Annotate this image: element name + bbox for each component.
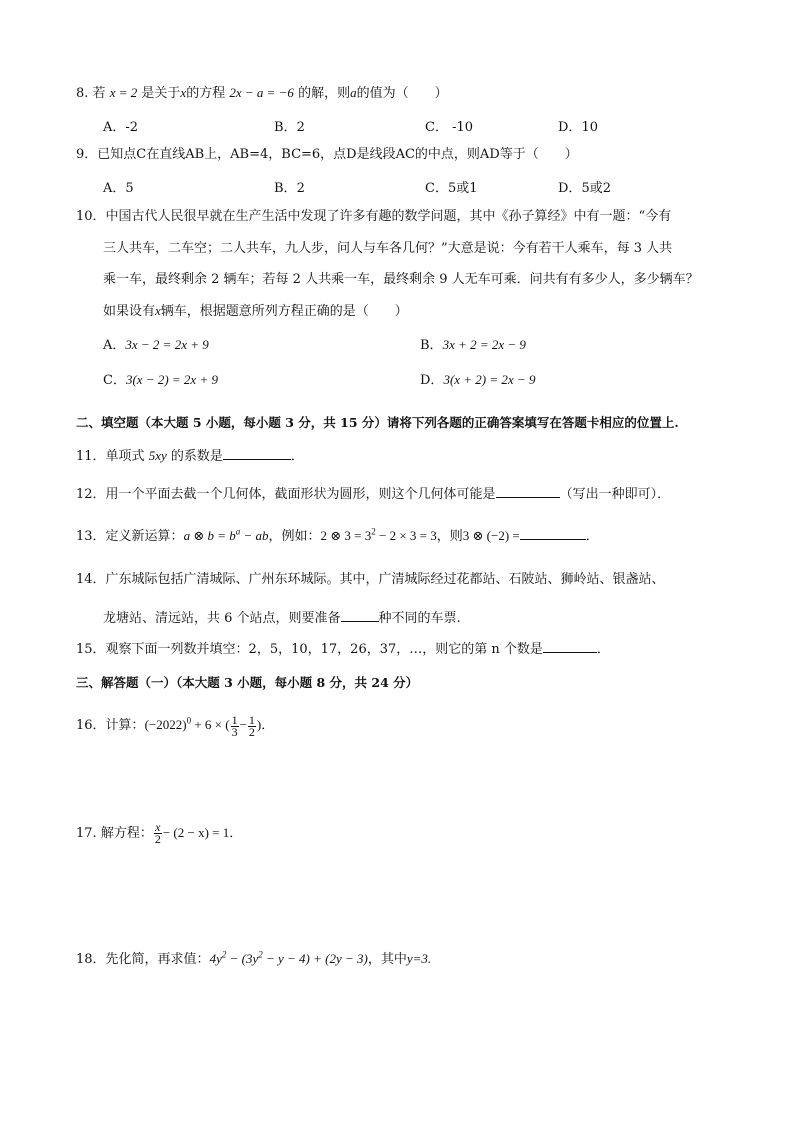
question-16: 16．计算：$(-2022)^0 + 6$ × ( $\frac{1}{3}$ − $\frac{1}{2}$ )． [76,712,275,739]
option-a: A．-2 [103,120,139,135]
option-b: B．2 [274,120,305,135]
question-14: 14．广东城际包括广清城际、广州东环城际。其中，广清城际经过花都站、石陂站、狮岭站、银盏站、 [76,572,665,587]
section-heading-fill-in: 二、填空题（本大题 5 小题，每小题 3 分，共 15 分）请将下列各题的正确答案填写在答题卡相应的位置上. [76,415,679,430]
question-14-line2: 龙塘站、清远站，共 6 个站点，则要准备 种不同的车票. [103,608,461,628]
question-13: 13．定义新运算：a ⊗ $b = b^a$ − ab，例如：2 ⊗ $3 = 3^2 - 2 \times 3 = 3$，则3 ⊗ (−2) = ． [76,526,599,544]
section-heading-solve: 三、解答题（一）（本大题 3 小题，每小题 8 分，共 24 分） [76,675,419,690]
math-expression: 2x − a = −6 [229,85,294,100]
answer-blank[interactable] [520,526,586,540]
option-c: C．5或1 [425,181,478,196]
math-expression: 3 ⊗ (−2) = [462,528,520,543]
question-text: 是关于 [141,86,181,101]
question-10-line4: 如果设有x辆车，根据题意所列方程正确的是（ ） [103,303,408,319]
option-b: B．3x + 2 = 2x − 9 [420,337,526,353]
option-d: D．10 [558,120,598,135]
math-expression: $4y^2 - (3y^2 - y - 4) + (2y - 3)$ [209,949,368,966]
question-text: 的值为（ ） [356,86,448,101]
math-variable: a [350,85,357,100]
question-10-line2: 三人共车，二车空；二人共车，九人步，问人与车各几何？”大意是说：今有若干人乘车，每 3 人共 [103,241,673,256]
question-18: 18．先化简，再求值：$4y^2 - (3y^2 - y - 4) + (2y - 3)$，其中y=3. [76,949,432,967]
question-text: 中国古代人民很早就在生产生活中发现了许多有趣的数学问题，其中《孙子算经》中有一题：“今有 [105,209,672,224]
question-number: 11． [76,449,106,464]
option-c: C．3(x − 2) = 2x + 9 [103,372,218,388]
question-number: 10． [76,209,106,224]
question-8 [76,84,448,103]
question-number: 18． [76,952,106,967]
question-text: 若 [92,86,106,101]
math-expression: − (2 − x) = 1 [162,825,230,840]
math-expression: 2 ⊗ $3 = 3^2 - 2 \times 3 = 3$ [320,526,437,543]
question-10-line3: 乘一车，最终剩余 2 辆车；若每 2 人共乘一车，最终剩余 9 人无车可乘．问共有有多少人，多少辆车？ [103,272,699,287]
question-number: 8. [76,86,89,101]
question-number: 12． [76,487,106,502]
question-12: 12．用一个平面去截一个几何体，截面形状为圆形，则这个几何体可能是 （写出一种即可）． [76,484,670,504]
answer-blank[interactable] [496,484,560,498]
math-expression: x = 2 [109,85,138,100]
math-expression: $(-2022)^0 + 6$ × ( $\frac{1}{3}$ − $\frac{1}{2}$ ) [144,712,262,739]
math-variable: x [180,85,187,100]
question-number: 14． [76,572,106,587]
question-9 [76,146,578,164]
question-text: 已知点C在直线AB上，AB=4，BC=6，点D是线段AC的中点，则AD等于（ ） [97,147,578,162]
question-15: 15．观察下面一列数并填空：2，5，10，17，26，37，…，则它的第 n 个数是 ． [76,639,610,659]
question-10 [76,208,671,226]
question-number: 16． [76,718,106,733]
answer-blank[interactable] [543,639,597,653]
option-b: B．2 [274,181,305,196]
question-number: 13． [76,529,106,544]
question-text: 的解，则 [298,86,351,101]
option-a: A．5 [103,181,134,196]
question-11: 11．单项式 5xy 的系数是 ． [76,448,304,464]
question-number: 9． [76,147,98,162]
math-expression: y=3. [406,951,432,966]
question-17: 17. 解方程： $\frac{x}{2}$ − (2 − x) = 1． [76,820,243,846]
option-c: C． -10 [425,120,474,135]
answer-blank[interactable] [341,608,379,622]
question-number: 17. [76,826,97,841]
math-expression: a ⊗ $b = b^a$ − ab [183,526,269,543]
option-d: D．3(x + 2) = 2x − 9 [420,372,536,388]
math-expression: 5xy [148,448,167,463]
option-a: A．3x − 2 = 2x + 9 [103,337,209,353]
question-text: 的方程 [186,86,226,101]
option-d: D．5或2 [558,181,611,196]
question-number: 15． [76,642,106,657]
answer-blank[interactable] [223,446,291,460]
